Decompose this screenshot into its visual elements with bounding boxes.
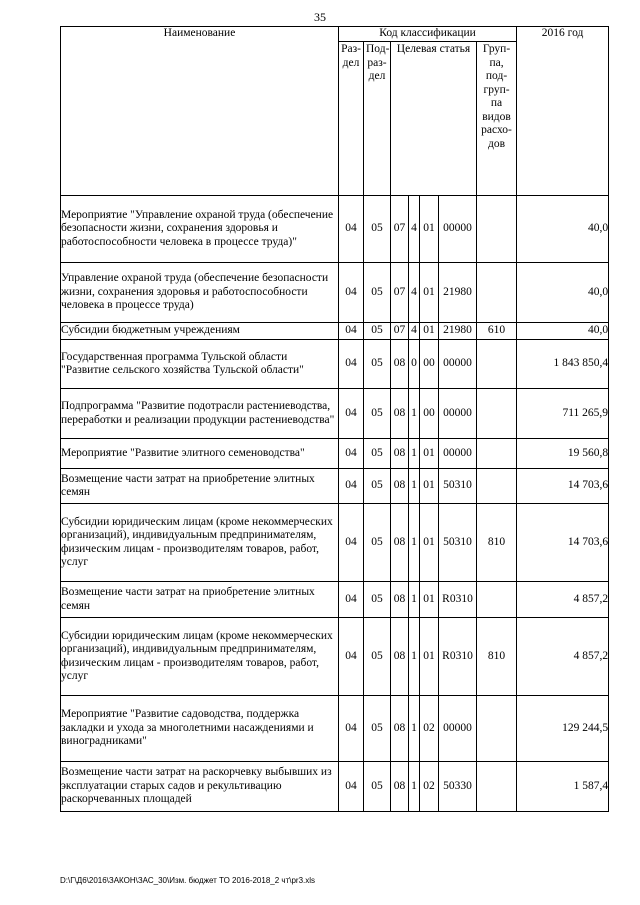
table-row (61, 323, 609, 340)
row-target-event: 01 (420, 504, 439, 582)
row-section: 04 (339, 439, 364, 469)
row-target-event: 02 (420, 696, 439, 762)
header-expense-group: Груп- па, под- груп- па видов расхо- дов (477, 42, 517, 196)
table-row (61, 469, 609, 504)
row-target-direction: 50310 (439, 504, 477, 582)
row-amount: 129 244,5 (517, 696, 609, 762)
row-target-direction: 00000 (439, 696, 477, 762)
row-target-event: 00 (420, 389, 439, 439)
file-path-footer: D:\Г\Д6\2016\ЗАКОН\ЗАС_30\Изм. бюджет ТО 2016-2018_2 чт\pr3.xls (60, 876, 316, 885)
row-expense-group (477, 696, 517, 762)
row-target-event: 01 (420, 439, 439, 469)
row-target-program: 08 (391, 582, 409, 618)
row-expense-group (477, 439, 517, 469)
row-target-program: 08 (391, 762, 409, 812)
row-target-subprogram: 0 (409, 340, 420, 389)
row-target-event: 00 (420, 340, 439, 389)
table-row (61, 582, 609, 618)
row-section: 04 (339, 340, 364, 389)
row-target-event: 01 (420, 582, 439, 618)
row-amount: 14 703,6 (517, 469, 609, 504)
row-expense-group (477, 340, 517, 389)
table-row (61, 439, 609, 469)
row-target-subprogram: 1 (409, 389, 420, 439)
row-target-program: 08 (391, 389, 409, 439)
row-target-program: 07 (391, 263, 409, 323)
table-row (61, 504, 609, 582)
table-header (61, 27, 609, 196)
row-target-program: 07 (391, 196, 409, 263)
row-target-direction: R0310 (439, 582, 477, 618)
header-section: Раз- дел (339, 42, 364, 196)
header-subsection: Под- раз- дел (364, 42, 391, 196)
row-name: Мероприятие "Управление охраной труда (обеспечение безопасности жизни, сохранения здоровья и работоспособности человека в процессе труда)" (61, 196, 339, 263)
row-subsection: 05 (364, 389, 391, 439)
row-target-subprogram: 4 (409, 263, 420, 323)
row-target-direction: 00000 (439, 340, 477, 389)
row-name: Мероприятие "Развитие садоводства, поддержка закладки и ухода за многолетними насаждениями и виноградниками" (61, 696, 339, 762)
row-target-program: 08 (391, 340, 409, 389)
row-amount: 40,0 (517, 263, 609, 323)
row-target-direction: 50310 (439, 469, 477, 504)
row-name: Субсидии юридическим лицам (кроме некоммерческих организаций), индивидуальным предпринимателям, физическим лицам - производителям товаров, работ, услуг (61, 504, 339, 582)
row-amount: 1 843 850,4 (517, 340, 609, 389)
row-amount: 711 265,9 (517, 389, 609, 439)
row-amount: 4 857,2 (517, 618, 609, 696)
row-section: 04 (339, 696, 364, 762)
row-expense-group: 810 (477, 618, 517, 696)
row-subsection: 05 (364, 469, 391, 504)
row-target-direction: 00000 (439, 439, 477, 469)
row-subsection: 05 (364, 618, 391, 696)
row-target-direction: 00000 (439, 389, 477, 439)
row-expense-group (477, 389, 517, 439)
row-expense-group (477, 196, 517, 263)
row-target-subprogram: 1 (409, 439, 420, 469)
page-number: 35 (314, 10, 326, 24)
row-name: Подпрограмма "Развитие подотрасли растениеводства, переработки и реализации продукции растениеводства" (61, 389, 339, 439)
row-amount: 4 857,2 (517, 582, 609, 618)
row-target-subprogram: 1 (409, 618, 420, 696)
row-section: 04 (339, 762, 364, 812)
row-expense-group (477, 263, 517, 323)
row-section: 04 (339, 618, 364, 696)
row-expense-group: 810 (477, 504, 517, 582)
row-name: Возмещение части затрат на приобретение элитных семян (61, 469, 339, 504)
table-row (61, 618, 609, 696)
row-subsection: 05 (364, 696, 391, 762)
table-row (61, 263, 609, 323)
header-year: 2016 год (517, 27, 609, 196)
row-section: 04 (339, 469, 364, 504)
table-row (61, 696, 609, 762)
row-target-subprogram: 1 (409, 504, 420, 582)
row-expense-group (477, 582, 517, 618)
row-target-subprogram: 1 (409, 762, 420, 812)
table-body (61, 196, 609, 812)
header-target: Целевая статья (391, 42, 477, 196)
row-subsection: 05 (364, 582, 391, 618)
row-target-program: 08 (391, 504, 409, 582)
row-section: 04 (339, 389, 364, 439)
header-classification: Код классификации (339, 27, 517, 42)
row-section: 04 (339, 263, 364, 323)
table-row (61, 196, 609, 263)
row-target-direction: 21980 (439, 323, 477, 340)
row-name: Управление охраной труда (обеспечение безопасности жизни, сохранения здоровья и работоспособности человека в процессе труда) (61, 263, 339, 323)
row-target-program: 08 (391, 439, 409, 469)
row-subsection: 05 (364, 263, 391, 323)
row-target-event: 01 (420, 196, 439, 263)
row-target-program: 08 (391, 696, 409, 762)
row-amount: 19 560,8 (517, 439, 609, 469)
row-target-program: 07 (391, 323, 409, 340)
row-target-direction: 21980 (439, 263, 477, 323)
row-subsection: 05 (364, 504, 391, 582)
row-section: 04 (339, 323, 364, 340)
row-subsection: 05 (364, 340, 391, 389)
row-section: 04 (339, 196, 364, 263)
header-name: Наименование (61, 27, 339, 196)
row-expense-group (477, 762, 517, 812)
row-target-event: 01 (420, 263, 439, 323)
row-name: Мероприятие "Развитие элитного семеноводства" (61, 439, 339, 469)
row-name: Субсидии бюджетным учреждениям (61, 323, 339, 340)
row-target-subprogram: 4 (409, 196, 420, 263)
row-amount: 14 703,6 (517, 504, 609, 582)
row-name: Возмещение части затрат на раскорчевку выбывших из эксплуатации старых садов и рекультивацию раскорчеванных площадей (61, 762, 339, 812)
row-target-subprogram: 4 (409, 323, 420, 340)
row-target-program: 08 (391, 469, 409, 504)
row-amount: 40,0 (517, 323, 609, 340)
row-section: 04 (339, 582, 364, 618)
row-target-subprogram: 1 (409, 582, 420, 618)
row-expense-group (477, 469, 517, 504)
row-target-subprogram: 1 (409, 469, 420, 504)
row-target-event: 01 (420, 469, 439, 504)
row-target-direction: R0310 (439, 618, 477, 696)
row-section: 04 (339, 504, 364, 582)
row-subsection: 05 (364, 762, 391, 812)
row-name: Субсидии юридическим лицам (кроме некоммерческих организаций), индивидуальным предпринимателям, физическим лицам - производителям товаров, работ, услуг (61, 618, 339, 696)
row-subsection: 05 (364, 439, 391, 469)
row-name: Возмещение части затрат на приобретение элитных семян (61, 582, 339, 618)
row-name: Государственная программа Тульской области "Развитие сельского хозяйства Тульской области" (61, 340, 339, 389)
row-target-direction: 00000 (439, 196, 477, 263)
row-amount: 1 587,4 (517, 762, 609, 812)
row-subsection: 05 (364, 323, 391, 340)
row-amount: 40,0 (517, 196, 609, 263)
table-row (61, 762, 609, 812)
row-target-subprogram: 1 (409, 696, 420, 762)
table-row (61, 340, 609, 389)
row-target-event: 01 (420, 323, 439, 340)
table-row (61, 389, 609, 439)
row-target-event: 01 (420, 618, 439, 696)
row-subsection: 05 (364, 196, 391, 263)
budget-table (60, 26, 609, 812)
row-expense-group: 610 (477, 323, 517, 340)
row-target-program: 08 (391, 618, 409, 696)
row-target-direction: 50330 (439, 762, 477, 812)
row-target-event: 02 (420, 762, 439, 812)
